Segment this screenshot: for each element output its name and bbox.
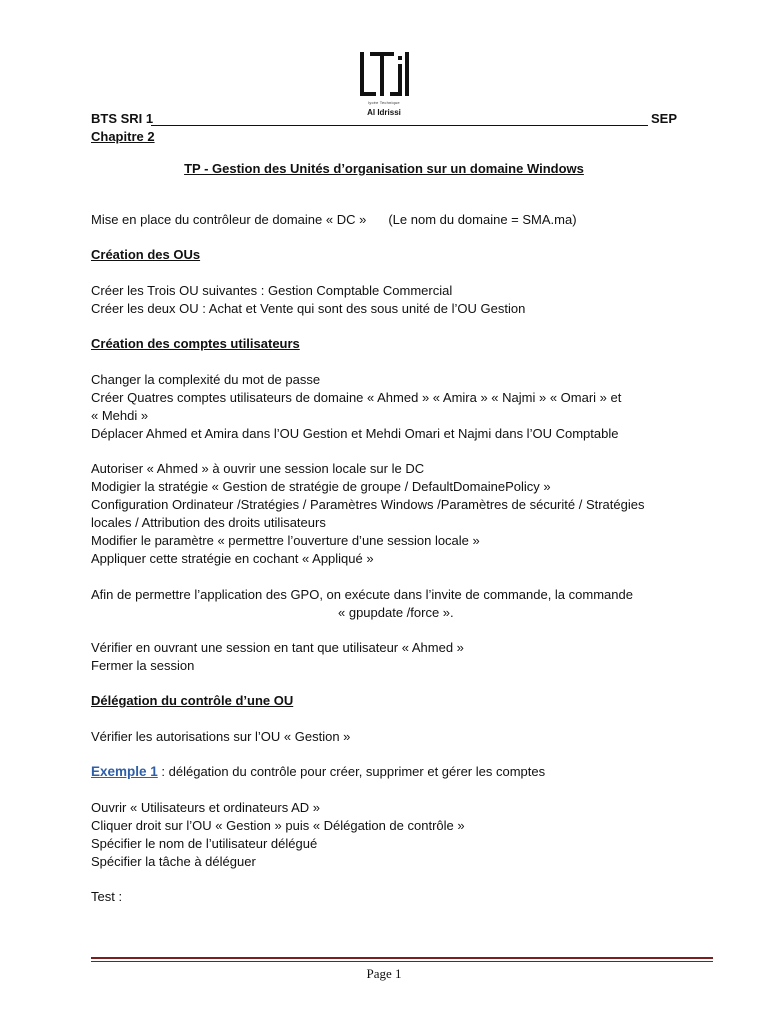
policy-line-4: locales / Attribution des droits utilisateurs — [91, 515, 326, 530]
policy-line-6: Appliquer cette stratégie en cochant « Appliqué » — [91, 551, 374, 566]
section-heading-accounts: Création des comptes utilisateurs — [91, 336, 300, 351]
intro-text: Mise en place du contrôleur de domaine « DC » — [91, 212, 367, 227]
header-rule-right — [412, 125, 648, 126]
gpo-command: « gpupdate /force ». — [338, 605, 454, 620]
lti-logo-icon — [357, 48, 411, 100]
policy-line-3: Configuration Ordinateur /Stratégies / Paramètres Windows /Paramètres de sécurité / Stratégies — [91, 497, 645, 512]
doc-header — [91, 111, 677, 127]
accounts-line-3: « Mehdi » — [91, 408, 149, 423]
accounts-line-1: Changer la complexité du mot de passe — [91, 372, 321, 387]
header-chapter: Chapitre 2 — [91, 129, 155, 144]
example-line — [91, 763, 707, 781]
school-logo — [357, 48, 411, 120]
section-heading-ous: Création des OUs — [91, 247, 201, 262]
doc-title: TP - Gestion des Unités d’organisation sur un domaine Windows — [184, 161, 584, 176]
accounts-line-2: Créer Quatres comptes utilisateurs de domaine « Ahmed » « Amira » « Najmi » « Omari » et — [91, 390, 622, 405]
verify-line-2: Fermer la session — [91, 658, 195, 673]
logo-tagline: Al Idrissi — [367, 108, 401, 117]
footer-rule-thick — [91, 957, 713, 959]
footer-rule-thin — [91, 961, 713, 962]
example-label: Exemple 1 — [91, 764, 158, 779]
step-line-2: Cliquer droit sur l’OU « Gestion » puis « Délégation de contrôle » — [91, 818, 465, 833]
example-text: : délégation du contrôle pour créer, supprimer et gérer les comptes — [157, 764, 546, 779]
verify-line-1: Vérifier en ouvrant une session en tant que utilisateur « Ahmed » — [91, 640, 464, 655]
header-class: BTS SRI 1 — [91, 111, 154, 126]
policy-line-5: Modifier le paramètre « permettre l’ouverture d’une session locale » — [91, 533, 480, 548]
header-code: SEP — [650, 111, 677, 126]
gpo-line-1: Afin de permettre l’application des GPO, on exécute dans l’invite de commande, la commande — [91, 587, 633, 602]
logo-subline: lycée Technique — [368, 100, 400, 105]
test-label: Test : — [91, 889, 123, 904]
intro-line — [91, 211, 707, 229]
ou-line-1: Créer les Trois OU suivantes : Gestion Comptable Commercial — [91, 283, 453, 298]
ou-line-2: Créer les deux OU : Achat et Vente qui sont des sous unité de l’OU Gestion — [91, 301, 526, 316]
page-number: Page 1 — [366, 966, 402, 981]
step-line-1: Ouvrir « Utilisateurs et ordinateurs AD » — [91, 800, 321, 815]
step-line-4: Spécifier la tâche à déléguer — [91, 854, 256, 869]
delegation-line-1: Vérifier les autorisations sur l’OU « Gestion » — [91, 729, 351, 744]
domain-name-note: (Le nom du domaine = SMA.ma) — [388, 212, 577, 227]
policy-line-1: Autoriser « Ahmed » à ouvrir une session locale sur le DC — [91, 461, 425, 476]
accounts-line-4: Déplacer Ahmed et Amira dans l’OU Gestion et Mehdi Omari et Najmi dans l’OU Comptable — [91, 426, 619, 441]
section-heading-delegation: Délégation du contrôle d’une OU — [91, 693, 294, 708]
policy-line-2: Modigier la stratégie « Gestion de stratégie de groupe / DefaultDomainePolicy » — [91, 479, 551, 494]
header-rule-left — [151, 125, 413, 126]
step-line-3: Spécifier le nom de l’utilisateur délégué — [91, 836, 318, 851]
